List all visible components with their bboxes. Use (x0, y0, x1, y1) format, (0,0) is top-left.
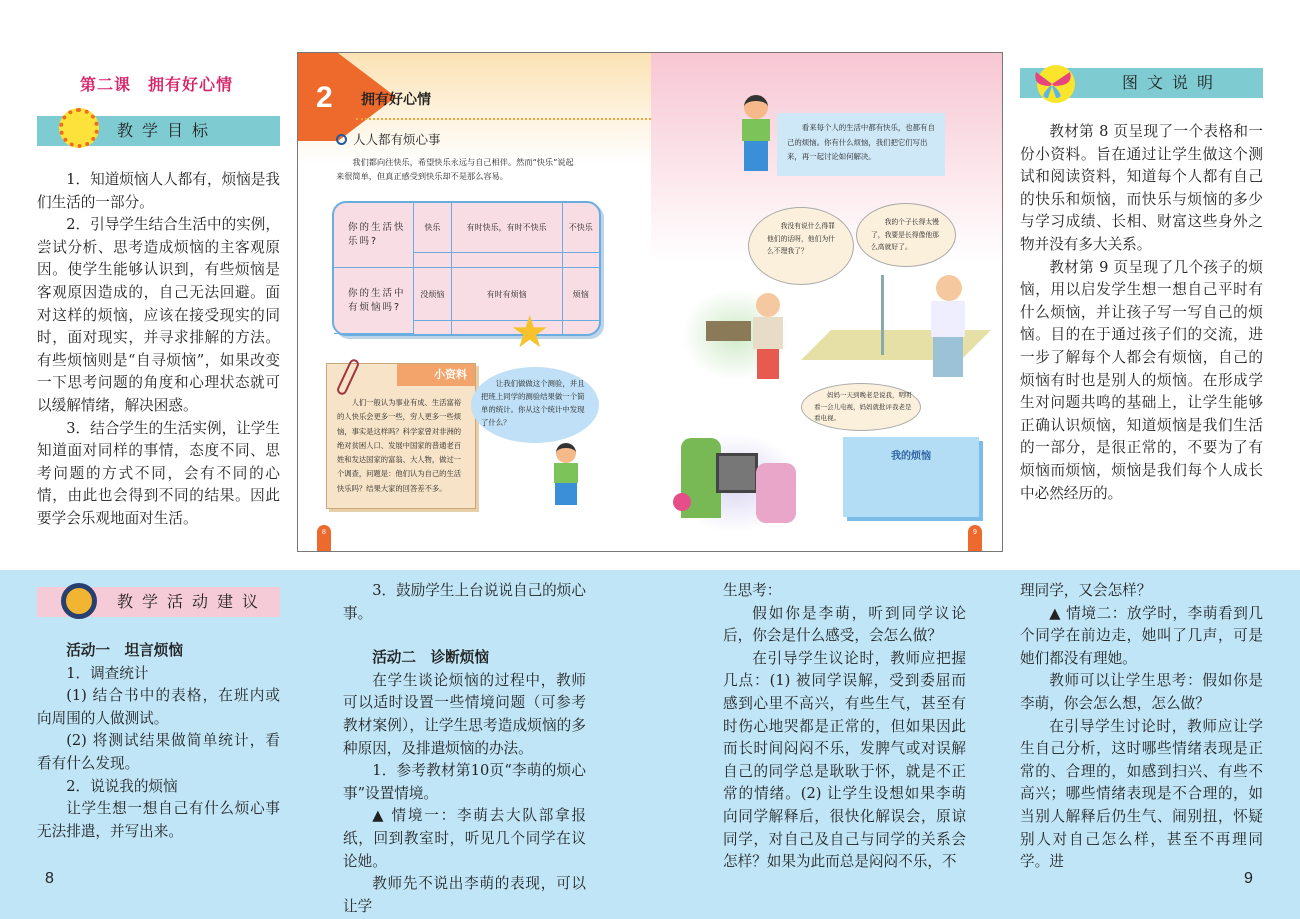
activity-paragraph: 在引导学生讨论时，教师应让学生自己分析，这时哪些情绪表现是正常的、合理的，如感到扫兴、有些不高兴；哪些情绪表现是不合理的，如当别人解释后仍生气、闹别扭，怀疑别人对自己怎么样，甚至不再理同学。进 (1020, 717, 1263, 871)
activities-col-1 (37, 640, 280, 843)
my-worries-box[interactable] (843, 437, 979, 517)
activity-paragraph: 1．调查统计 (66, 664, 149, 682)
dotted-divider (356, 118, 651, 120)
speech-bubble (471, 367, 599, 443)
activity-paragraph: 2．说说我的烦恼 (66, 777, 178, 795)
explanation-text (1020, 121, 1263, 505)
textbook-spread-image (297, 52, 1003, 552)
teaching-goals-text (37, 169, 280, 531)
mother-tv-illustration (671, 433, 801, 533)
activity-paragraph: 教师先不说出李萌的表现，可以让学 (343, 875, 586, 915)
activities-col-4 (1020, 580, 1263, 874)
info-card-text: 人们一般认为事业有成、生活富裕的人快乐会更多一些，穷人更多一些烦恼，事实是这样吗？科学家曾对非洲的绝对贫困人口、发展中国家的普通老百姓和发达国家的富翁、大人物，做过一个调查，问题是：他们认为自己的生活快乐吗？结果大家的回答差不多。 (337, 398, 462, 493)
answer-cell (414, 321, 452, 334)
section-title-text: 人人都有烦心事 (353, 132, 441, 147)
explanation-paragraph: 教材第 9 页呈现了几个孩子的烦恼，用以启发学生想一想自己平时有什么烦恼，并让孩子写一写自己的烦恼。目的在于通过孩子们的交流，进一步了解每个人都会有烦恼，自己的烦恼有时也是别人的烦恼。在形成学生对问题共鸣的基础上，让学生能够正确认识烦恼，知道烦恼是我们生活的一部分，是很正常的，不要为了有烦恼而烦恼，烦恼是我们每个人成长中必然经历的。 (1020, 258, 1263, 502)
option-cell: 不快乐 (563, 203, 599, 253)
goal-paragraph: 1．知道烦恼人人都有，烦恼是我们生活的一部分。 (37, 171, 280, 211)
goal-paragraph: 2．引导学生结合生活中的实例，尝试分析、思考造成烦恼的主客观原因。使学生能够认识到，有些烦恼是客观原因造成的，自己无法回避。面对这样的烦恼，应该在接受现实的同时，面对现实，并寻求排解的方法。有些烦恼则是“自寻烦恼”，如果改变一下思考问题的角度和心理状态就可以缓解情绪，解决困惑。 (37, 216, 280, 414)
bubble-text: 我没有说什么得罪他们的话呀，他们为什么不理我了？ (767, 222, 835, 255)
option-cell: 有时快乐，有时不快乐 (452, 203, 563, 253)
activity-paragraph: ▲ 情境一：李萌去大队部拿报纸，回到教室时，听见几个同学在议论她。 (343, 807, 586, 870)
classroom-kids-illustration (681, 289, 791, 381)
section-title (336, 130, 441, 148)
activity-paragraph: ▲ 情境二：放学时，李萌看到几个同学在前边走，她叫了几声，可是她们都没有理她。 (1020, 604, 1263, 667)
option-cell: 有时有烦恼 (452, 268, 563, 320)
activity-paragraph: 3．鼓励学生上台说说自己的烦心事。 (343, 582, 586, 622)
unit-title: 拥有好心情 (361, 92, 431, 108)
thought-bubble (856, 203, 956, 267)
answer-cell (414, 253, 452, 269)
activity-paragraph: 让学生想一想自己有什么烦心事无法排遣，并写出来。 (37, 800, 280, 840)
activity-paragraph: 在学生谈论烦恼的过程中，教师可以适时设置一些情境问题（可参考教材案例），让学生思考造成烦恼的多种原因，及排遣烦恼的办法。 (343, 671, 586, 757)
heading-label: 教学活动建议 (117, 592, 268, 611)
thought-bubble (801, 383, 921, 431)
activities-heading (37, 587, 280, 617)
heading-label: 教学目标 (117, 121, 218, 140)
page-number-badge: 8 (317, 525, 331, 552)
textbook-page-left (298, 53, 651, 552)
bubble-text: 妈妈一天到晚老是说我，明明看一会儿电视，妈妈就批评我老是看电视。 (814, 391, 912, 422)
butterfly-icon (1028, 64, 1076, 104)
boy-message-text: 看来每个人的生活中都有快乐，也都有自己的烦恼。你有什么烦恼，我们把它们写出来，再一起讨论如何解决。 (787, 123, 935, 161)
activity-paragraph: 在引导学生议论时，教师应把握几点：(1) 被同学误解，受到委屈而感到心里不高兴，有些生气，甚至有时伤心地哭都是正常的，但如果因此而长时间闷闷不乐，发脾气或对误解自己的同学总是耿耿于怀，就是不正常的情绪。(2) 让学生设想如果李萌向同学解释后，很快化解误会，原谅同学，对自己及自己与同学的关系会怎样？如果为此而总是闷闷不乐，不 (723, 649, 966, 871)
survey-table (332, 201, 601, 336)
teaching-goals-heading (37, 116, 280, 146)
circle-bullet-icon (336, 134, 347, 145)
activity-paragraph: 理同学，又会怎样？ (1020, 582, 1152, 599)
boy-message-box (777, 113, 945, 176)
option-cell: 没烦恼 (414, 268, 452, 320)
goal-paragraph: 3．结合学生的生活实例，让学生知道面对同样的事情，态度不同、思考问题的方式不同，会有不同的心情，由此也会得到不同的结果。因此要学会乐观地面对生活。 (37, 419, 280, 527)
textbook-page-right (651, 53, 1003, 552)
answer-cell (563, 321, 599, 334)
activities-col-2 (343, 580, 586, 918)
compass-icon (61, 583, 97, 619)
answer-cell (452, 253, 563, 269)
my-worries-label: 我的烦恼 (891, 451, 931, 462)
page-number-left: 8 (45, 870, 54, 887)
activity-paragraph: 1．参考教材第10页“李萌的烦心事”设置情境。 (343, 762, 586, 802)
info-card (326, 363, 476, 509)
option-cell: 快乐 (414, 203, 452, 253)
question-cell: 你的生活中有烦恼吗? (334, 268, 414, 334)
page-number-badge: 9 (968, 525, 982, 552)
option-cell: 烦恼 (563, 268, 599, 320)
activity-title: 活动一 坦言烦恼 (66, 642, 183, 659)
boy-illustration (546, 443, 586, 507)
heading-label: 图文说明 (1122, 73, 1223, 92)
activity-paragraph: (1) 结合书中的表格，在班内或向周围的人做测试。 (37, 687, 280, 727)
activity-paragraph: 教师可以让学生思考：假如你是李萌，你会怎么想，怎么做？ (1020, 672, 1263, 712)
section-intro: 我们都向往快乐，希望快乐永远与自己相伴。然而“快乐”说起来很简单，但真正感受到快乐却不是那么容易。 (336, 157, 574, 181)
bubble-text: 我的个子长得太慢了，我要是长得像他那么高就好了。 (871, 218, 939, 251)
paperclip-icon (335, 358, 360, 397)
info-card-title: 小资料 (397, 364, 475, 386)
question-cell: 你的生活快乐吗? (334, 203, 414, 268)
page-number-right: 9 (1244, 870, 1253, 887)
boy-illustration (736, 95, 776, 175)
lesson-title: 第二课 拥有好心情 (80, 75, 234, 94)
activities-col-3 (723, 580, 966, 874)
sun-icon (59, 108, 99, 148)
explanation-paragraph: 教材第 8 页呈现了一个表格和一份小资料。旨在通过让学生做这个测试和阅读资料，知道每个人都有自己的快乐和烦恼，而快乐与烦恼的多少与学习成绩、长相、财富这些身外之物并没有多大关系。 (1020, 123, 1263, 253)
activity-paragraph: 假如你是李萌，听到同学议论后，你会是什么感受，会怎么做？ (723, 604, 966, 645)
unit-number: 2 (316, 81, 333, 114)
star-mascot-icon: ★ (510, 307, 550, 358)
explanation-heading (1020, 68, 1263, 98)
activity-paragraph: 生思考： (723, 582, 782, 599)
bubble-text: 让我们做做这个测验，并且把班上同学的测验结果做一个简单的统计。你从这个统计中发现了什么？ (481, 379, 585, 427)
activity-title: 活动二 诊断烦恼 (372, 649, 489, 667)
thought-bubble (748, 207, 854, 285)
basketball-court-illustration (811, 275, 991, 381)
answer-cell (563, 253, 599, 269)
activity-paragraph: (2) 将测试结果做简单统计，看看有什么发现。 (37, 732, 280, 772)
